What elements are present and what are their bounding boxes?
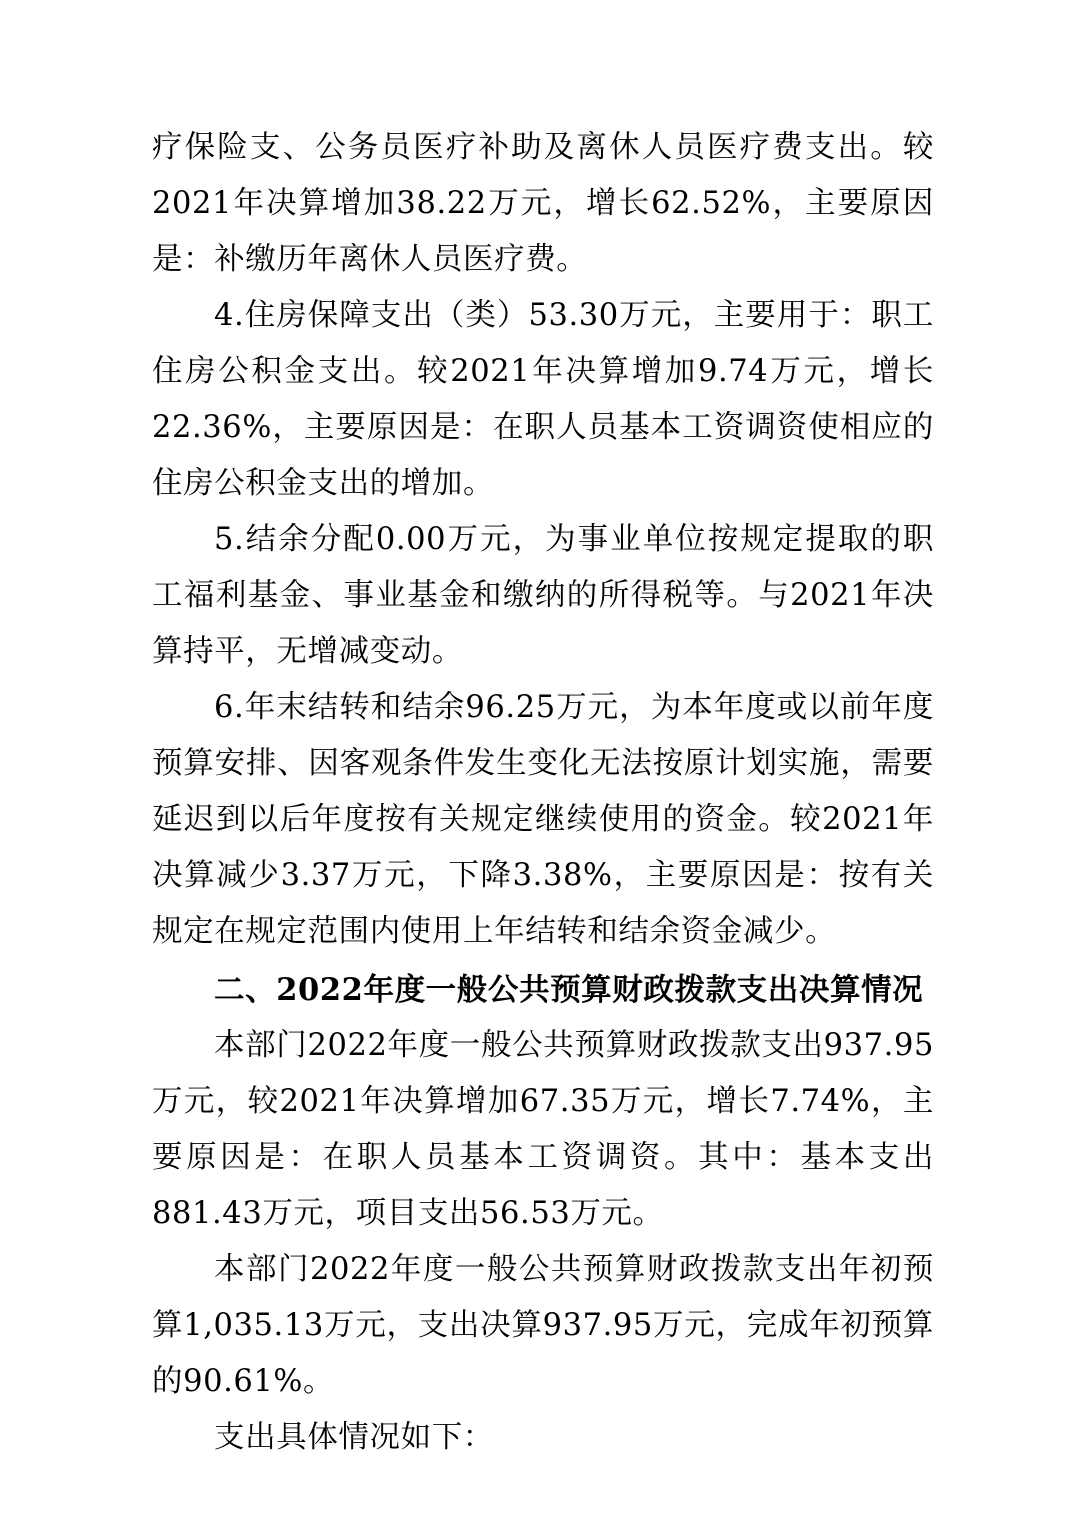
- paragraph-medical-insurance-continued: 疗保险支、公务员医疗补助及离休人员医疗费支出。较2021年决算增加38.22万元，增长62.52%，主要原因是：补缴历年离休人员医疗费。: [152, 130, 934, 277]
- paragraph-item-4-housing: 4.住房保障支出（类）53.30万元，主要用于：职工住房公积金支出。较2021年决算增加9.74万元，增长22.36%，主要原因是：在职人员基本工资调资使相应的住房公积金支出的增加。: [152, 298, 934, 501]
- paragraph-item-5-surplus-distribution: 5.结余分配0.00万元，为事业单位按规定提取的职工福利基金、事业基金和缴纳的所得税等。与2021年决算持平，无增减变动。: [152, 522, 934, 669]
- paragraph-beginning-year-budget: 本部门2022年度一般公共预算财政拨款支出年初预算1,035.13万元，支出决算937.95万元，完成年初预算的90.61%。: [152, 1252, 934, 1399]
- paragraph-general-budget-expenditure: 本部门2022年度一般公共预算财政拨款支出937.95万元，较2021年决算增加67.35万元，增长7.74%，主要原因是：在职人员基本工资调资。其中：基本支出881.43万元，项目支出56.53万元。: [152, 1028, 934, 1231]
- page-body: [152, 120, 934, 1466]
- section-heading-general-public-budget: 二、2022年度一般公共预算财政拨款支出决算情况: [214, 972, 924, 1008]
- paragraph-details-follow: 支出具体情况如下：: [214, 1420, 494, 1455]
- paragraph-item-6-year-end-carryover: 6.年末结转和结余96.25万元，为本年度或以前年度预算安排、因客观条件发生变化无法按原计划实施，需要延迟到以后年度按有关规定继续使用的资金。较2021年决算减少3.37万元，下降3.38%，主要原因是：按有关规定在规定范围内使用上年结转和结余资金减少。: [152, 690, 934, 949]
